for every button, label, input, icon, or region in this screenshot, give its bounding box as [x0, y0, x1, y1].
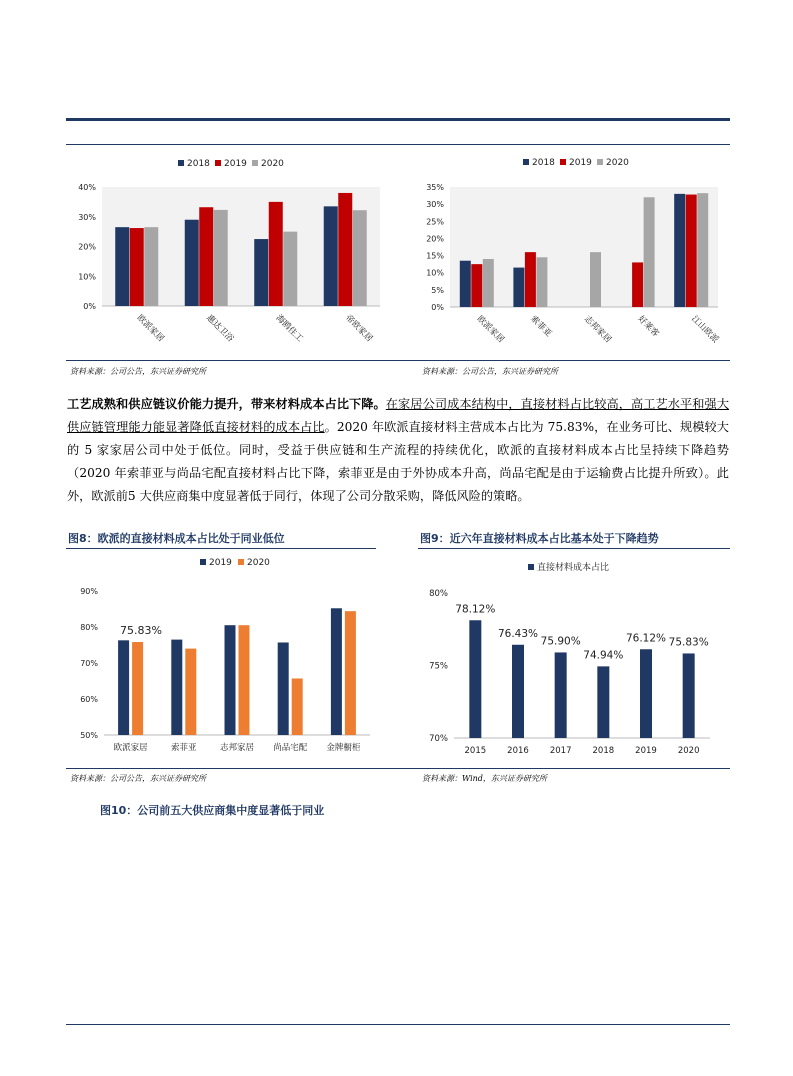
top-frame-line — [66, 144, 730, 145]
y-tick-label: 90% — [80, 587, 98, 596]
source-note-3: 资料来源：公司公告，东兴证券研究所 — [70, 774, 206, 783]
y-tick-label: 15% — [426, 251, 444, 261]
bar-直接材料成本占比-2018 — [597, 666, 609, 738]
x-tick-label: 志邦家居 — [219, 743, 255, 753]
legend-swatch — [528, 564, 534, 570]
paragraph-underlined: 在家居公司成本结构中，直接材料占比较高，高工艺水平和强大供应链管理能力能显著降低直接材料的成本占比 — [67, 397, 730, 434]
bar-2020-海鸥住工 — [283, 232, 297, 306]
bar-2020-金牌橱柜 — [345, 611, 356, 735]
bar-直接材料成本占比-2017 — [555, 652, 567, 738]
bar-2020-江山欧派 — [697, 193, 708, 307]
legend-label: 2020 — [247, 558, 270, 568]
bar-2019-欧派家居 — [118, 640, 129, 735]
x-tick-label: 好莱客 — [635, 314, 661, 340]
legend-swatch — [178, 160, 184, 166]
mid-frame-bottom-line — [66, 768, 730, 769]
y-tick-label: 20% — [426, 234, 444, 244]
y-tick-label: 70% — [429, 734, 448, 744]
legend-swatch — [523, 159, 529, 165]
x-tick-label: 索菲亚 — [528, 314, 554, 340]
x-tick-label: 2017 — [549, 746, 572, 756]
bar-2019-欧派家居 — [130, 228, 144, 306]
bar-2018-帝欧家居 — [324, 206, 338, 306]
y-tick-label: 75% — [429, 661, 448, 672]
bar-2018-欧派家居 — [460, 261, 471, 307]
legend-label: 2020 — [261, 159, 284, 169]
legend-label: 直接材料成本占比 — [537, 563, 610, 573]
chart2 — [412, 148, 730, 358]
bar-2018-江山欧派 — [674, 194, 685, 307]
y-tick-label: 60% — [80, 695, 98, 704]
y-tick-label: 10% — [78, 272, 96, 282]
y-tick-label: 80% — [429, 589, 448, 599]
bar-2020-志邦家居 — [590, 252, 601, 307]
y-tick-label: 0% — [431, 303, 444, 312]
bar-2020-欧派家居 — [483, 259, 494, 307]
legend-swatch — [597, 159, 603, 165]
x-tick-label: 2018 — [592, 746, 615, 756]
y-tick-label: 35% — [426, 183, 444, 192]
bar-2019-帝欧家居 — [338, 193, 352, 306]
bar-2020-索菲亚 — [185, 649, 196, 735]
figure-9-title: 图9：近六年直接材料成本占比基本处于下降趋势 — [420, 532, 659, 545]
legend-label: 2019 — [569, 158, 592, 168]
y-tick-label: 80% — [80, 623, 98, 632]
x-tick-label: 海鸥住工 — [273, 313, 305, 345]
x-tick-label: 志邦家居 — [581, 314, 614, 346]
x-tick-label: 欧派家居 — [134, 313, 166, 345]
x-tick-label: 欧派家居 — [113, 743, 148, 753]
figure-10-title: 图10：公司前五大供应商集中度显著低于同业 — [100, 804, 325, 817]
y-tick-label: 20% — [78, 242, 96, 252]
legend-label: 2019 — [224, 159, 247, 169]
figure-8-title: 图8：欧派的直接材料成本占比处于同业低位 — [68, 532, 285, 545]
source-note-2: 资料来源：公司公告，东兴证券研究所 — [422, 367, 558, 376]
x-tick-label: 欧派家居 — [474, 314, 506, 346]
bar-2018-索菲亚 — [513, 268, 524, 307]
bar-2019-金牌橱柜 — [331, 608, 342, 735]
x-tick-label: 2016 — [507, 746, 529, 756]
legend-label: 2018 — [187, 159, 210, 169]
data-label: 75.90% — [540, 635, 581, 648]
y-tick-label: 40% — [78, 183, 96, 192]
data-label: 75.83% — [668, 636, 709, 649]
source-note-4: 资料来源：Wind，东兴证券研究所 — [422, 774, 547, 783]
y-tick-label: 0% — [83, 302, 96, 311]
bar-直接材料成本占比-2019 — [640, 649, 652, 738]
source-note-1: 资料来源：公司公告，东兴证券研究所 — [70, 367, 206, 376]
x-tick-label: 2019 — [635, 746, 657, 756]
x-tick-label: 帝欧家居 — [343, 313, 375, 345]
chart3 — [66, 552, 386, 764]
bar-2019-江山欧派 — [686, 195, 697, 307]
data-label: 74.94% — [583, 649, 624, 662]
bar-2019-惠达卫浴 — [199, 207, 213, 306]
y-tick-label: 30% — [426, 200, 444, 210]
legend-label: 2018 — [532, 158, 555, 168]
bar-2020-欧派家居 — [144, 227, 158, 306]
legend-swatch — [200, 559, 206, 565]
paragraph-rest: 。2020 年欧派直接材料主营成本占比为 75.83%，在业务可比、规模较大的 5 家家居公司中处于低位。同时，受益于供应链和生产流程的持续优化，欧派的直接材料成本占比呈持续下降趋势（2020 年索菲亚与尚品宅配直接材料占比下降，索菲亚是由于外协成本升高，尚品宅配是由于运输费占比提升所致）。此外，欧派前5 大供应商集中度显著低于同行，体现了公司分散采购，降低风险的策略。 — [67, 420, 729, 503]
bar-2018-海鸥住工 — [254, 239, 268, 306]
bar-2019-好莱客 — [632, 262, 643, 307]
legend-swatch — [252, 160, 258, 166]
bar-2018-欧派家居 — [115, 227, 129, 306]
legend-label: 2020 — [606, 158, 629, 168]
bar-2020-欧派家居 — [132, 642, 143, 735]
bar-2019-索菲亚 — [171, 640, 182, 735]
bar-2020-好莱客 — [644, 197, 655, 307]
x-tick-label: 2020 — [677, 746, 700, 756]
data-annotation: 75.83% — [120, 624, 162, 637]
x-tick-label: 惠达卫浴 — [204, 313, 236, 345]
x-tick-label: 2015 — [464, 746, 487, 756]
bar-2020-索菲亚 — [536, 257, 547, 307]
data-label: 78.12% — [455, 603, 496, 616]
legend-swatch — [238, 559, 244, 565]
x-tick-label: 尚品宅配 — [273, 743, 308, 753]
chart1 — [66, 148, 396, 358]
bar-直接材料成本占比-2020 — [683, 653, 695, 738]
bar-2020-尚品宅配 — [292, 678, 303, 735]
bar-2020-帝欧家居 — [353, 210, 367, 306]
y-tick-label: 10% — [426, 268, 444, 278]
header-rule — [66, 118, 730, 121]
x-tick-label: 索菲亚 — [171, 743, 197, 753]
top-frame-bottom-line — [66, 360, 730, 361]
data-label: 76.43% — [497, 627, 539, 640]
bar-2019-欧派家居 — [471, 264, 482, 307]
figure-8-rule — [66, 548, 376, 549]
y-tick-label: 50% — [80, 731, 98, 740]
y-tick-label: 5% — [431, 285, 444, 295]
bar-直接材料成本占比-2016 — [512, 645, 524, 738]
figure-9-rule — [418, 548, 730, 549]
legend-label: 2019 — [209, 558, 232, 568]
x-tick-label: 江山欧派 — [689, 314, 721, 346]
bar-2018-惠达卫浴 — [185, 220, 199, 306]
paragraph-lead: 工艺成熟和供应链议价能力提升，带来材料成本占比下降。 — [67, 397, 386, 411]
legend-swatch — [215, 160, 221, 166]
chart4 — [412, 552, 730, 764]
bar-2019-志邦家居 — [225, 625, 236, 735]
x-tick-label: 金牌橱柜 — [326, 743, 361, 753]
bar-2020-惠达卫浴 — [214, 210, 228, 306]
y-tick-label: 25% — [426, 217, 444, 227]
bar-2019-索菲亚 — [525, 252, 536, 307]
legend-swatch — [560, 159, 566, 165]
y-tick-label: 30% — [78, 212, 96, 222]
bar-2019-海鸥住工 — [269, 202, 283, 306]
footer-rule — [66, 1024, 730, 1025]
y-tick-label: 70% — [80, 659, 98, 668]
body-paragraph — [67, 393, 729, 508]
bar-2019-尚品宅配 — [278, 642, 289, 735]
bar-直接材料成本占比-2015 — [469, 620, 481, 738]
data-label: 76.12% — [625, 632, 667, 645]
bar-2020-志邦家居 — [239, 625, 250, 735]
